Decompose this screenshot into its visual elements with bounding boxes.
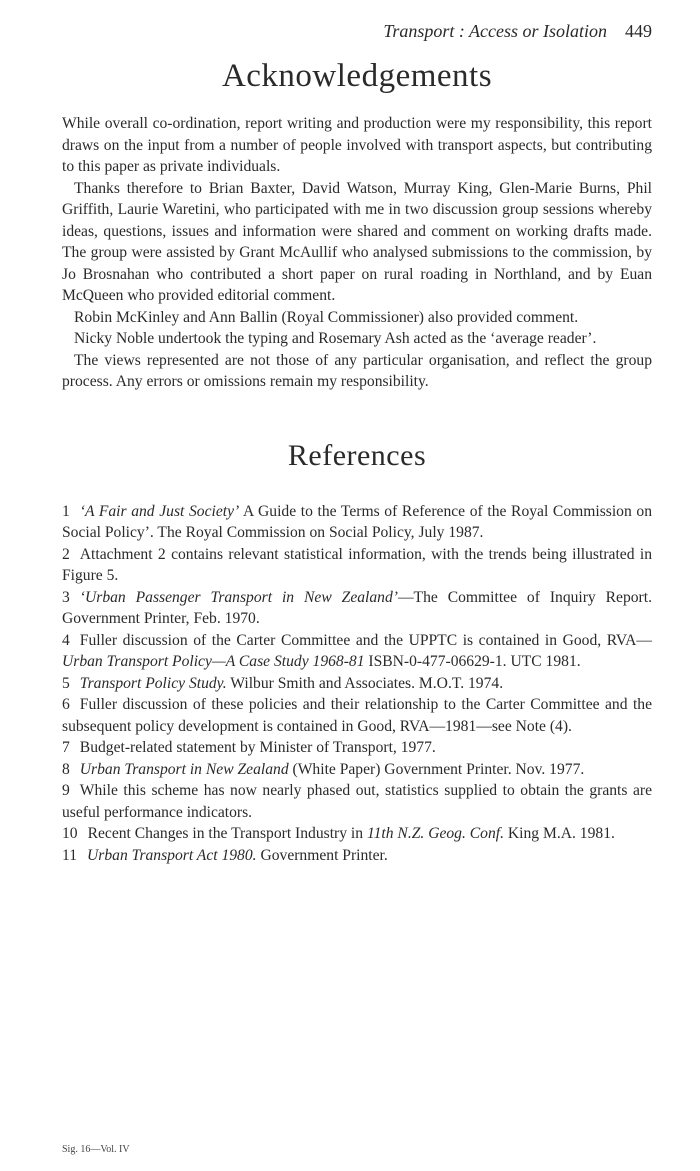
ack-paragraph: Robin McKinley and Ann Ballin (Royal Commissioner) also provided comment. — [74, 308, 579, 326]
document-page — [62, 18, 652, 866]
reference-text: Fuller discussion of these policies and their relationship to the Carter Committee and the subsequent policy development is contained in Good, RVA—1981—see Note (4). — [62, 696, 652, 735]
reference-title: Urban Transport in New Zealand — [79, 760, 289, 778]
reference-text: Fuller discussion of the Carter Committee and the UPPTC is contained in Good, RVA— — [79, 631, 652, 649]
reference-text: While this scheme has now nearly phased out, statistics supplied to obtain the grants are useful performance indicators. — [62, 782, 652, 821]
reference-number: 3 — [62, 588, 70, 606]
reference-item — [62, 759, 652, 781]
reference-number: 10 — [62, 825, 78, 842]
reference-number: 2 — [62, 545, 70, 563]
reference-title: ‘Urban Passenger Transport in New Zealand’ — [79, 588, 398, 606]
ack-paragraph: The views represented are not those of any particular organisation, and reflect the group process. Any errors or omissions remain my responsibility. — [62, 351, 652, 390]
acknowledgements-section — [62, 113, 652, 393]
reference-text: (White Paper) Government Printer. Nov. 1977. — [288, 760, 585, 778]
reference-item — [62, 673, 652, 695]
reference-text: Wilbur Smith and Associates. M.O.T. 1974. — [226, 674, 504, 692]
signature-footer: Sig. 16—Vol. IV — [62, 1144, 130, 1155]
reference-number: 7 — [62, 739, 70, 756]
reference-title: 11th N.Z. Geog. Conf. — [366, 825, 504, 842]
reference-text: ISBN-0-477-06629-1. UTC 1981. — [364, 653, 581, 670]
reference-text: A Guide to the Terms of Reference of the Royal Commission on Social Policy’. The Royal Commission on Social Policy, July 1987. — [62, 502, 652, 541]
reference-title: Urban Transport Act 1980. — [87, 846, 257, 864]
reference-item — [62, 780, 652, 823]
reference-item — [62, 823, 652, 845]
reference-item — [62, 694, 652, 737]
reference-text: Recent Changes in the Transport Industry in — [87, 825, 367, 842]
ack-paragraph: Thanks therefore to Brian Baxter, David Watson, Murray King, Glen-Marie Burns, Phil Griffith, Laurie Waretini, who participated with me in two discussion group sessions whereby ideas, questions, issues and information were shared and comment on working drafts made. The group were assisted by Grant McAullif who analysed submissions to the commission, by Jo Brosnahan who contributed a short paper on rural roading in Northland, and by Euan McQueen who provided editorial comment. — [62, 179, 652, 304]
reference-item — [62, 501, 652, 544]
reference-text: Budget-related statement by Minister of Transport, 1977. — [79, 739, 436, 756]
reference-number: 1 — [62, 502, 70, 520]
reference-number: 4 — [62, 631, 70, 649]
ack-paragraph: Nicky Noble undertook the typing and Rosemary Ash acted as the ‘average reader’. — [74, 330, 597, 347]
ack-paragraph: While overall co-ordination, report writing and production were my responsibility, this report draws on the input from a number of people involved with transport aspects, but contributing to this paper as private individuals. — [62, 115, 652, 175]
reference-item — [62, 630, 652, 673]
reference-number: 5 — [62, 674, 70, 692]
reference-item — [62, 737, 652, 759]
reference-item — [62, 845, 652, 867]
reference-number: 9 — [62, 782, 70, 799]
references-list — [62, 501, 652, 867]
reference-number: 6 — [62, 696, 70, 713]
reference-title: Transport Policy Study. — [79, 674, 227, 692]
reference-title: ‘A Fair and Just Society’ — [79, 502, 240, 520]
reference-item — [62, 544, 652, 587]
page-number: 449 — [625, 21, 652, 41]
reference-text: King M.A. 1981. — [504, 825, 615, 842]
reference-text: Government Printer. — [256, 846, 388, 864]
running-title: Transport : Access or Isolation — [383, 21, 607, 41]
acknowledgements-heading: Acknowledgements — [221, 58, 493, 94]
reference-text: Attachment 2 contains relevant statistical information, with the trends being illustrated in Figure 5. — [62, 545, 652, 584]
reference-number: 11 — [62, 846, 78, 864]
reference-title: Urban Transport Policy—A Case Study 1968-81 — [62, 653, 365, 670]
running-header — [62, 18, 652, 44]
reference-text: —The Committee of Inquiry Report. Government Printer, Feb. 1970. — [62, 588, 652, 627]
reference-item — [62, 587, 652, 630]
reference-number: 8 — [62, 760, 70, 778]
references-heading: References — [287, 438, 427, 472]
